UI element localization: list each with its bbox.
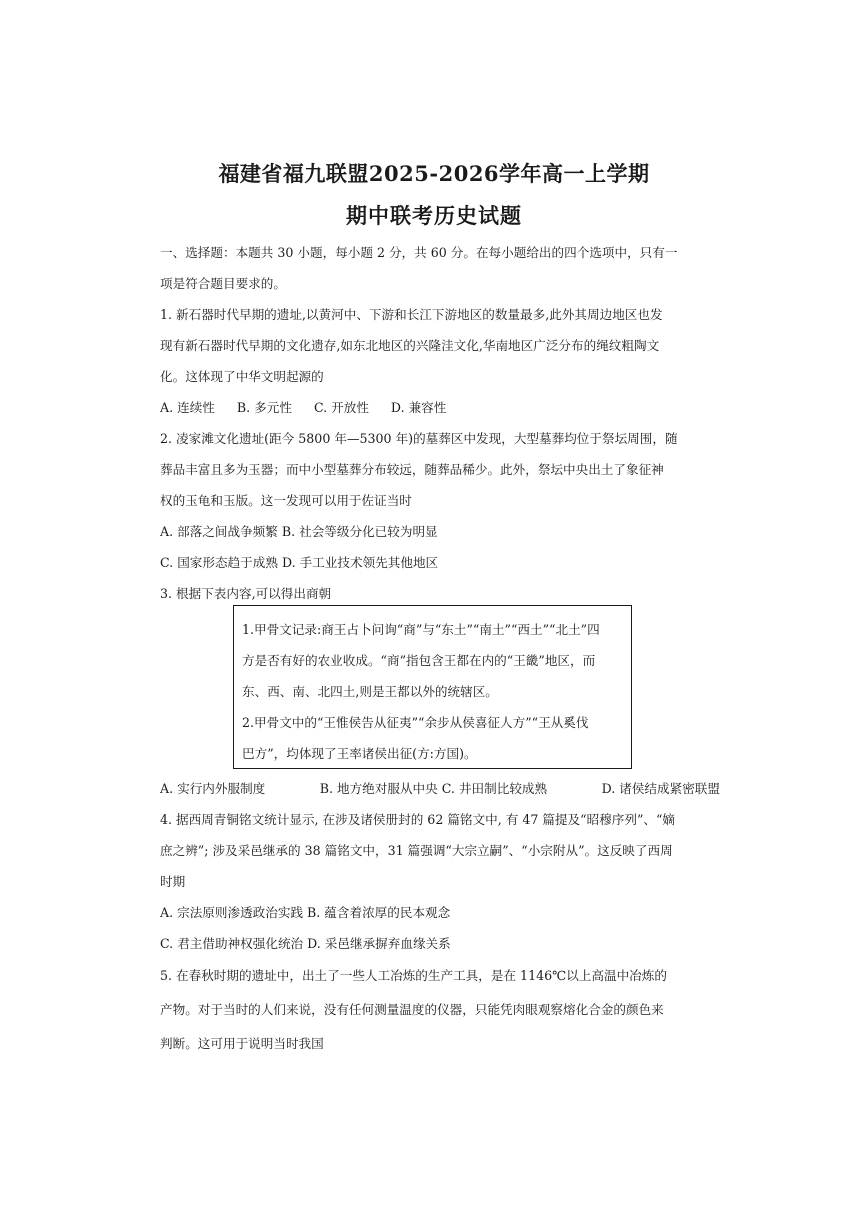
q2-options-row: A. 部落之间战争频繁 B. 社会等级分化已较为明显: [160, 524, 438, 539]
exam-title: 福建省福九联盟2025-2026学年高一上学期: [218, 161, 650, 186]
q1-option-b: B. 多元性: [236, 400, 292, 415]
q4-stem-line: 4. 据西周青铜铭文统计显示, 在涉及诸侯册封的 62 篇铭文中, 有 47 篇提及“昭穆序列”、“嫡: [160, 812, 676, 827]
q4-options-row: C. 君主借助神权强化统治 D. 采邑继承摒弃血缘关系: [160, 936, 451, 951]
q5-stem-line: 5. 在春秋时期的遗址中，出土了一些人工冶炼的生产工具，是在 1146℃以上高温中冶炼的: [160, 968, 667, 983]
q1-option-d: D. 兼容性: [390, 400, 447, 415]
q5-stem-line: 产物。对于当时的人们来说，没有任何测量温度的仪器，只能凭肉眼观察熔化合金的颜色来: [160, 1002, 664, 1017]
q3-table-line: 东、西、南、北四土,则是王都以外的统辖区。: [242, 684, 498, 699]
q3-table-line: 巴方”，均体现了王率诸侯出征(方:方国)。: [242, 746, 477, 761]
q3-option-d: D. 诸侯结成紧密联盟: [601, 781, 720, 796]
q3-stem: 3. 根据下表内容,可以得出商朝: [160, 586, 332, 601]
q1-stem-line: 现有新石器时代早期的文化遗存,如东北地区的兴隆洼文化,华南地区广泛分布的绳纹粗陶文: [160, 338, 660, 353]
q2-stem-line: 2. 凌家滩文化遗址(距今 5800 年—5300 年)的墓葬区中发现，大型墓葬均位于祭坛周围，随: [160, 431, 678, 446]
question-body-lower: [160, 804, 715, 1061]
q1-stem-line: 1. 新石器时代早期的遗址,以黄河中、下游和长江下游地区的数量最多,此外其周边地区也发: [160, 307, 663, 322]
q3-table-line: 2.甲骨文中的“王惟侯告从征夷”“余步从侯喜征人方”“王从奚伐: [242, 715, 589, 730]
q3-table-line: 方是否有好的农业收成。“商”指包含王都在内的“王畿”地区，而: [242, 653, 596, 668]
q1-options: [160, 392, 710, 423]
q1-option-c: C. 开放性: [313, 400, 369, 415]
q1-option-a: A. 连续性: [160, 400, 215, 415]
q3-table-line: 1.甲骨文记录:商王占卜问询“商”与“东土”“南土”“西土”“北土”四: [242, 622, 600, 637]
q5-stem-line: 判断。这可用于说明当时我国: [160, 1036, 324, 1051]
q3-option-a: A. 实行内外服制度: [160, 781, 266, 796]
q2-stem-line: 权的玉龟和玉版。这一发现可以用于佐证当时: [160, 493, 412, 508]
q2-options-row: C. 国家形态趋于成熟 D. 手工业技术领先其他地区: [160, 555, 439, 570]
section-instruction: 一、选择题：本题共 30 小题，每小题 2 分，共 60 分。在每小题给出的四个选项中，只有一: [160, 245, 678, 260]
q4-options-row: A. 宗法原则渗透政治实践 B. 蕴含着浓厚的民本观念: [160, 905, 451, 920]
q4-stem-line: 时期: [160, 874, 186, 889]
question-body: [160, 237, 710, 609]
q3-options: [160, 773, 720, 804]
q2-stem-line: 葬品丰富且多为玉器；而中小型墓葬分布较远，随葬品稀少。此外，祭坛中央出土了象征神: [160, 462, 664, 477]
section-instruction-cont: 项是符合题目要求的。: [160, 276, 286, 291]
q3-option-bc: B. 地方绝对服从中央 C. 井田制比较成熟: [319, 781, 548, 796]
q1-stem-line: 化。这体现了中华文明起源的: [160, 369, 324, 384]
exam-subtitle: 期中联考历史试题: [346, 203, 522, 228]
q4-stem-line: 庶之辨”; 涉及采邑继承的 38 篇铭文中，31 篇强调“大宗立嗣”、“小宗附从”。这反映了西周: [160, 843, 673, 858]
q3-source-table: [233, 605, 632, 769]
